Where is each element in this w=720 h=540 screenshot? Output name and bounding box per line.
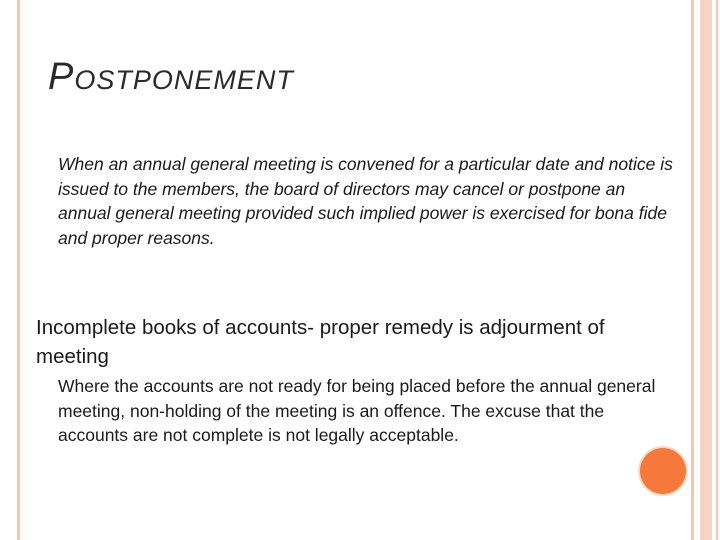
title-rest: OSTPONEMENT (74, 65, 294, 95)
right-frame-inner-line (691, 0, 694, 540)
title-first-letter: P (48, 56, 75, 98)
orange-circle-icon (640, 448, 686, 494)
left-frame-line (17, 0, 20, 540)
incomplete-accounts-heading: Incomplete books of accounts- proper remedy is adjourment of meeting (36, 316, 605, 368)
right-frame-band (700, 0, 712, 540)
postponement-paragraph: When an annual general meeting is convened for a particular date and notice is issued to the members, the board of directors may cancel or postpone an annual general meeting provided such implied power is exercised for bona fide and proper reasons. (58, 154, 673, 248)
right-frame-edge-line (716, 0, 718, 540)
incomplete-accounts-paragraph: Where the accounts are not ready for being placed before the annual general meeting, non-holding of the meeting is an offence. The excuse that the accounts are not complete is not legally acceptable. (58, 376, 656, 445)
slide-title (48, 56, 294, 99)
